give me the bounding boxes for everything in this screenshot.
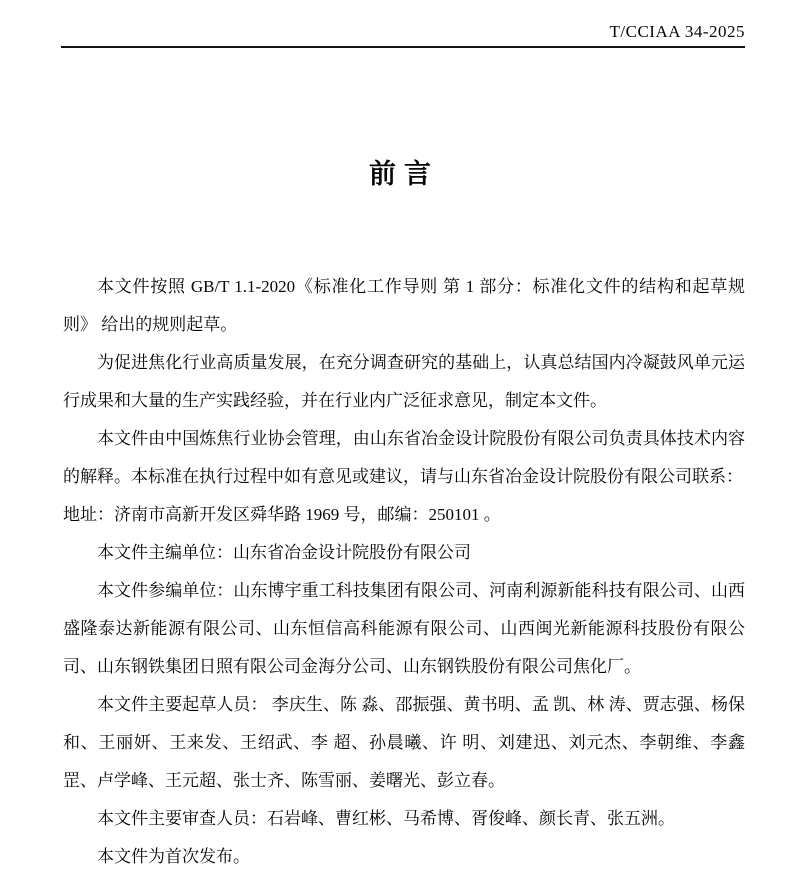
paragraph-participating-units: 本文件参编单位：山东博宇重工科技集团有限公司、河南利源新能科技有限公司、山西盛隆泰达新能源有限公司、山东恒信高科能源有限公司、山西闽光新能源科技股份有限公司、山东钢铁集团日照有限公司金海分公司、山东钢铁股份有限公司焦化厂。 [63, 581, 745, 676]
paragraph-main-reviewers: 本文件主要审查人员：石岩峰、曹红彬、马希博、胥俊峰、颜长青、张五洲。 [97, 809, 675, 828]
paragraph-contact-address: 地址：济南市高新开发区舜华路 1969 号，邮编：250101 。 [63, 505, 501, 524]
foreword-title: 前言 [369, 159, 439, 189]
foreword-body [63, 268, 745, 870]
header-rule-divider [61, 46, 745, 48]
paragraph-first-release: 本文件为首次发布。 [97, 847, 250, 866]
document-number: T/CCIAA 34-2025 [609, 22, 745, 41]
paragraph-main-drafters: 本文件主要起草人员： 李庆生、陈 淼、邵振强、黄书明、孟 凯、林 涛、贾志强、杨保和、王丽妍、王来发、王绍武、李 超、孙晨曦、许 明、刘建迅、刘元杰、李朝维、李鑫罡、卢学峰、王元超、张士齐、陈雪丽、姜曙光、彭立春。 [63, 695, 745, 790]
paragraph-chief-editor-unit: 本文件主编单位：山东省冶金设计院股份有限公司 [97, 543, 471, 562]
paragraph-management: 本文件由中国炼焦行业协会管理，由山东省冶金设计院股份有限公司负责具体技术内容的解释。本标准在执行过程中如有意见或建议，请与山东省冶金设计院股份有限公司联系： [63, 429, 745, 486]
page-header [61, 0, 745, 43]
paragraph-purpose: 为促进焦化行业高质量发展，在充分调查研究的基础上，认真总结国内冷凝鼓风单元运行成果和大量的生产实践经验，并在行业内广泛征求意见，制定本文件。 [63, 353, 745, 410]
paragraph-drafting-basis: 本文件按照 GB/T 1.1-2020《标准化工作导则 第 1 部分：标准化文件的结构和起草规则》 给出的规则起草。 [63, 277, 745, 334]
